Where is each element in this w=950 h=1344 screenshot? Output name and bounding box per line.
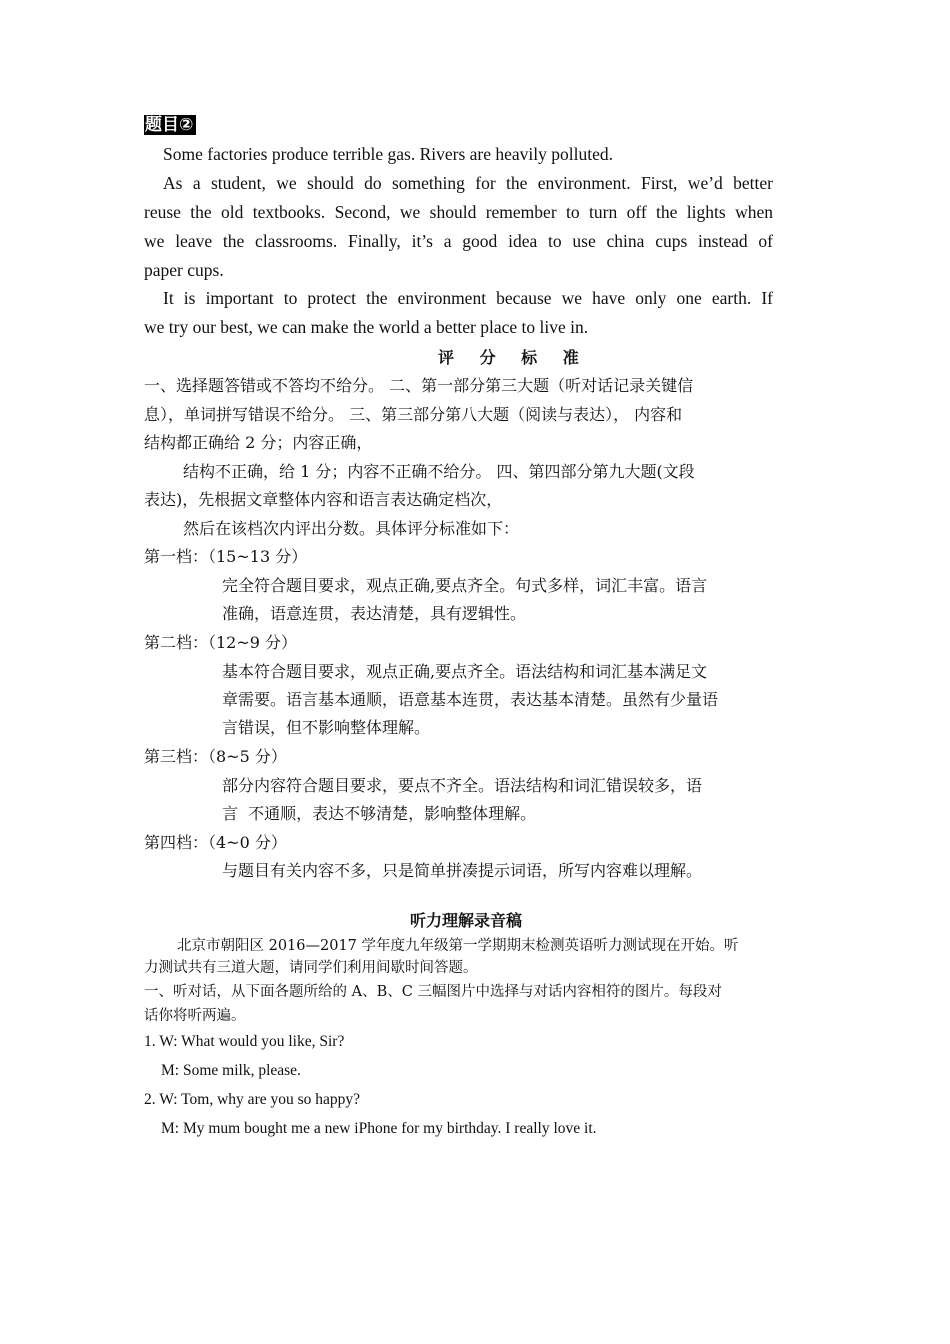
transcript-section-line-2: 话你将听两遍。 (144, 1008, 246, 1024)
tier-2-line-2: 章需要。语言基本通顺，语意基本连贯，表达基本清楚。虽然有少量语 (222, 690, 719, 709)
dialogue-2-man: M: My mum bought me a new iPhone for my birthday. I really love it. (161, 1120, 597, 1137)
question-tag: 题目② (144, 115, 196, 135)
criteria-line-2: 息），单词拼写错误不给分。 三、第三部分第八大题（阅读与表达）， 内容和 (144, 405, 683, 424)
transcript-intro-line-2: 力测试共有三道大题，请同学们利用间歇时间答题。 (144, 960, 478, 976)
tier-2-line-3: 言错误，但不影响整体理解。 (222, 718, 431, 737)
criteria-line-5: 表达)，先根据文章整体内容和语言表达确定档次， (144, 490, 503, 509)
essay-paragraph-3-line-2: we try our best, we can make the world a better place to live in. (144, 317, 589, 337)
tier-1-line-1: 完全符合题目要求，观点正确,要点齐全。句式多样，词汇丰富。语言 (222, 576, 708, 595)
criteria-line-3: 结构都正确给 2 分；内容正确， (144, 433, 373, 452)
transcript-heading: 听力理解录音稿 (410, 911, 523, 930)
dialogue-1-woman: 1. W: What would you like, Sir? (144, 1033, 345, 1050)
dialogue-1-man: M: Some milk, please. (161, 1062, 301, 1079)
tier-4-label: 第四档：（4~0 分） (144, 833, 287, 852)
tier-3-label: 第三档：（8~5 分） (144, 747, 287, 766)
criteria-line-6: 然后在该档次内评出分数。具体评分标准如下： (183, 519, 520, 538)
essay-paragraph-2-line-4: paper cups. (144, 260, 224, 280)
criteria-line-1: 一、选择题答错或不答均不给分。 二、第一部分第三大题（听对话记录关键信 (144, 376, 694, 395)
transcript-intro-line-1: 北京市朝阳区 2016—2017 学年度九年级第一学期期末检测英语听力测试现在开始。听 (177, 938, 739, 954)
tier-4-line-1: 与题目有关内容不多，只是简单拼凑提示词语，所写内容难以理解。 (222, 861, 703, 880)
criteria-heading: 评 分 标 准 (438, 348, 582, 367)
dialogue-2-woman: 2. W: Tom, why are you so happy? (144, 1091, 361, 1108)
tier-2-line-1: 基本符合题目要求，观点正确,要点齐全。语法结构和词汇基本满足文 (222, 662, 708, 681)
transcript-section-line-1: 一、听对话，从下面各题所给的 A、B、C 三幅图片中选择与对话内容相符的图片。每段对 (144, 984, 722, 1000)
tier-1-label: 第一档：（15~13 分） (144, 547, 308, 566)
criteria-line-4: 结构不正确，给 1 分；内容不正确不给分。 四、第四部分第九大题(文段 (183, 462, 695, 481)
essay-paragraph-3-line-1: It is important to protect the environment because we have only one earth. If (163, 288, 773, 308)
essay-paragraph-2-line-3: we leave the classrooms. Finally, it’s a good idea to use china cups instead of (144, 231, 773, 251)
tier-1-line-2: 准确，语意连贯，表达清楚，具有逻辑性。 (222, 604, 527, 623)
tier-3-line-2: 言 不通顺，表达不够清楚，影响整体理解。 (222, 804, 537, 823)
tier-3-line-1: 部分内容符合题目要求，要点不齐全。语法结构和词汇错误较多，语 (222, 776, 703, 795)
tier-2-label: 第二档：（12~9 分） (144, 633, 298, 652)
essay-paragraph-1: Some factories produce terrible gas. Rivers are heavily polluted. (163, 144, 613, 164)
essay-paragraph-2-line-2: reuse the old textbooks. Second, we should remember to turn off the lights when (144, 202, 773, 222)
essay-paragraph-2-line-1: As a student, we should do something for the environment. First, we’d better (163, 173, 773, 193)
